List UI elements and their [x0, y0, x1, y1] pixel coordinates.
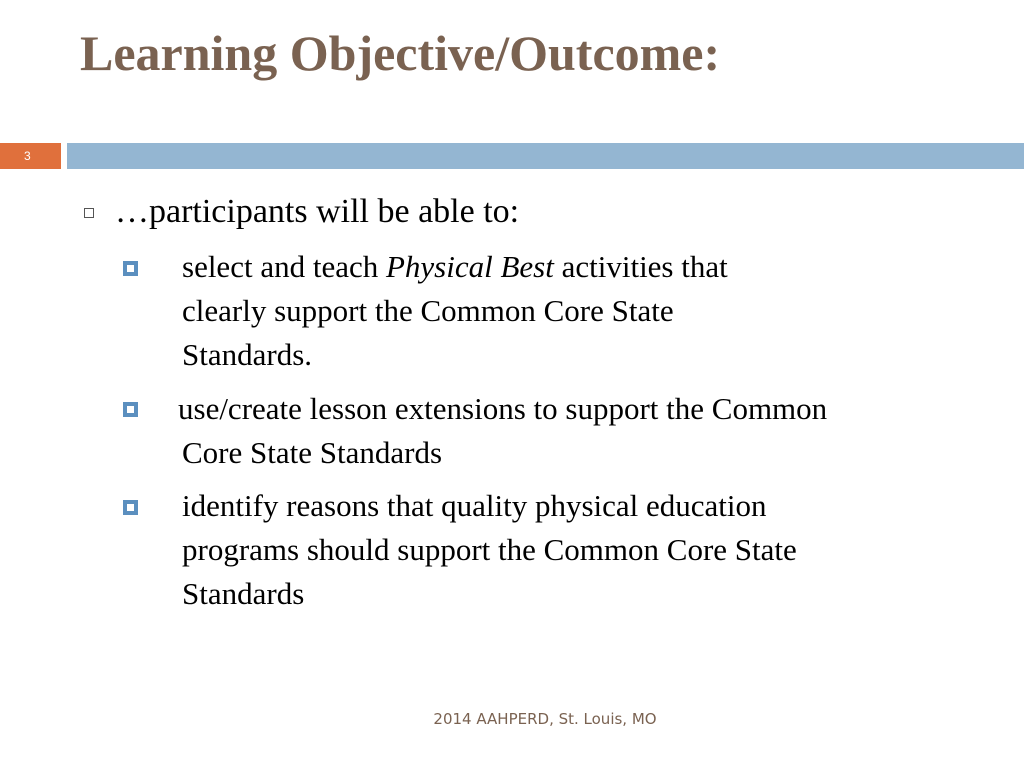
- square-bullet-icon: [123, 261, 138, 276]
- list-item-line: Core State Standards: [182, 435, 443, 470]
- square-bullet-icon: [123, 500, 138, 515]
- square-bullet-icon: [123, 402, 138, 417]
- lead-bullet-text: …participants will be able to:: [115, 193, 520, 230]
- list-item-line: Standards: [182, 576, 305, 611]
- list-item-line: Standards.: [182, 337, 313, 372]
- list-item: [178, 387, 828, 475]
- hollow-square-bullet-icon: [84, 208, 94, 218]
- program-name: Physical Best: [385, 249, 554, 284]
- list-item-line: programs should support the Common Core State: [182, 532, 797, 567]
- list-item-line: use/create lesson extensions to support the Common: [178, 391, 828, 426]
- list-item: [182, 245, 728, 377]
- slide-number: 3: [24, 149, 31, 163]
- list-item: [182, 484, 797, 616]
- slide-footer: 2014 AAHPERD, St. Louis, MO: [433, 710, 657, 728]
- list-item-line: select and teach Physical Best activities that: [182, 249, 728, 284]
- list-item-line: identify reasons that quality physical education: [182, 488, 767, 523]
- list-item-line: clearly support the Common Core State: [182, 293, 674, 328]
- slide-title: Learning Objective/Outcome:: [80, 25, 721, 81]
